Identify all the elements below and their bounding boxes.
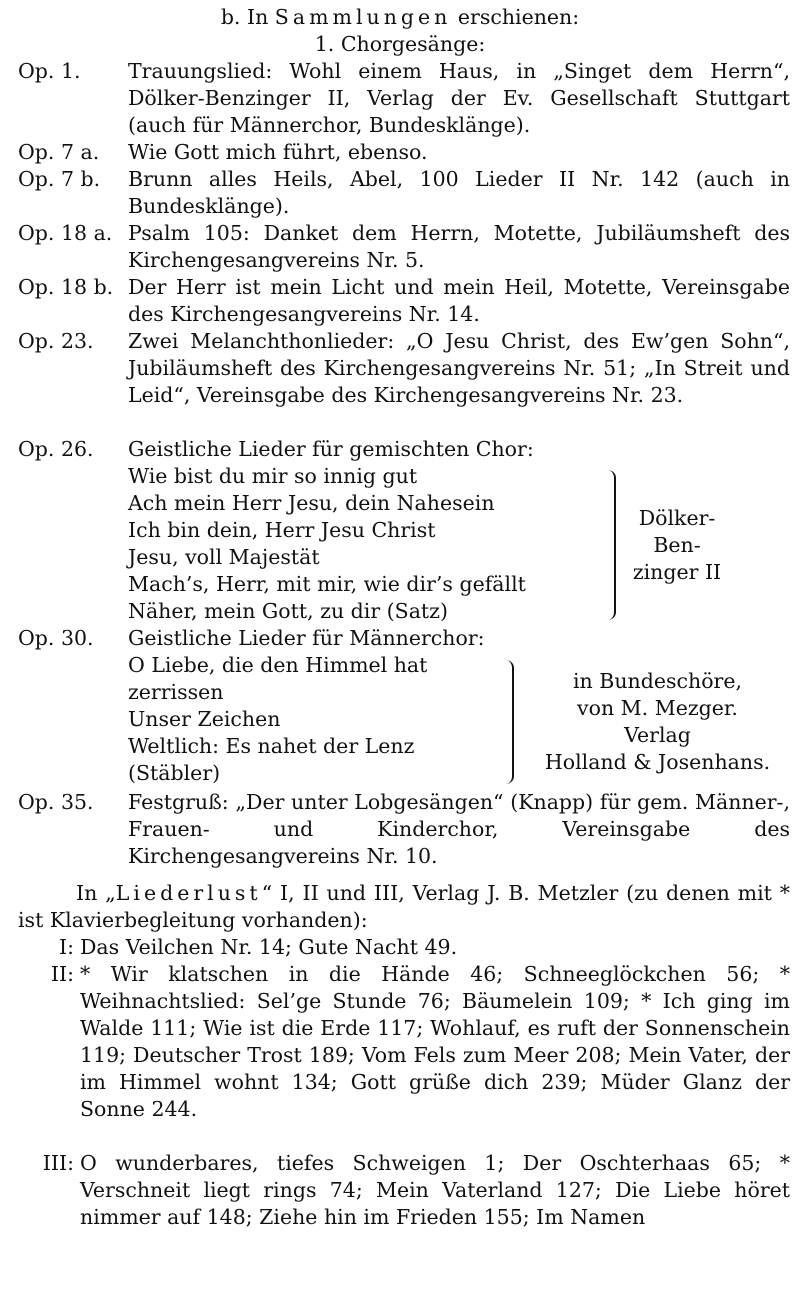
op-entry	[18, 139, 790, 166]
list-item: Mach’s, Herr, mit mir, wie dir’s gefällt	[128, 572, 526, 596]
op-number: Op. 7 b.	[18, 167, 101, 191]
op-number: Op. 18 b.	[18, 275, 114, 299]
op-number: Op. 7 a.	[18, 140, 100, 164]
op-number: Op. 30.	[18, 626, 94, 650]
op26-source-note: Dölker- Ben- zinger II	[632, 506, 722, 584]
op-text: Brunn alles Heils, Abel, 100 Lieder II Nr. 142 (auch in Bundesklänge).	[128, 167, 790, 218]
op-text: Festgruß: „Der unter Lobgesängen“ (Knapp) für gem. Männer-, Frauen- und Kinderchor, Vereinsgabe des Kirchengesangvereins Nr. 10.	[128, 790, 790, 868]
liederlust-title: Liederlust	[115, 881, 262, 905]
op-entry	[18, 58, 790, 139]
subsection-heading: 1. Chorgesänge:	[314, 32, 486, 56]
list-item: Jesu, voll Majestät	[128, 545, 320, 569]
op-number: Op. 26.	[18, 437, 94, 461]
op-number: Op. 35.	[18, 790, 94, 814]
op-entry	[18, 166, 790, 220]
op-title: Geistliche Lieder für Männerchor:	[128, 626, 485, 650]
volume-label: II:	[50, 962, 74, 986]
heading-spaced-word: Sammlungen	[274, 5, 452, 29]
op-entry-26	[18, 436, 790, 463]
op-text: Wie Gott mich führt, ebenso.	[128, 140, 428, 164]
list-item: Weltlich: Es nahet der Lenz	[128, 734, 415, 758]
op-number: Op. 18 a.	[18, 221, 113, 245]
op-entry-30	[18, 625, 790, 652]
list-item: Ach mein Herr Jesu, dein Nahesein	[128, 491, 495, 515]
volume-entry	[18, 1150, 790, 1231]
list-item: Unser Zeichen	[128, 707, 281, 731]
op-text: Psalm 105: Danket dem Herrn, Motette, Jubiläumsheft des Kirchengesangvereins Nr. 5.	[128, 221, 790, 272]
section-heading: b. In Sammlungen erschienen:	[220, 5, 580, 29]
list-item: Näher, mein Gott, zu dir (Satz)	[128, 599, 448, 623]
list-item: zerrissen	[128, 680, 224, 704]
op-entry	[18, 328, 790, 409]
list-item: O Liebe, die den Himmel hat	[128, 653, 428, 677]
op-text: Zwei Melanchthonlieder: „O Jesu Christ, des Ew’gen Sohn“, Jubiläumsheft des Kirchengesangvereins Nr. 51; „In Streit und Leid“, Vereinsgabe des Kirchengesangvereins Nr. 23.	[128, 329, 790, 407]
volume-text: * Wir klatschen in die Hände 46; Schneeglöckchen 56; * Weihnachtslied: Sel’ge Stunde 76; Bäumelein 109; * Ich ging im Walde 111; Wie ist die Erde 117; Wohlauf, es ruft der Sonnenschein 119; Deutscher Trost 189; Vom Fels zum Meer 208; Mein Vater, der im Himmel wohnt 134; Gott grüße dich 239; Müder Glanz der Sonne 244.	[80, 962, 790, 1121]
list-item: Wie bist du mir so innig gut	[128, 464, 418, 488]
op26-song-list	[128, 463, 526, 625]
volume-label: III:	[42, 1151, 74, 1175]
list-item: (Stäbler)	[128, 761, 221, 785]
op-number: Op. 1.	[18, 59, 81, 83]
volume-text: O wunderbares, tiefes Schweigen 1; Der Oschterhaas 65; * Verschneit liegt rings 74; Mein Vaterland 127; Die Liebe höret nimmer auf 148; Ziehe hin im Frieden 155; Im Namen	[80, 1151, 790, 1229]
op-text: Trauungslied: Wohl einem Haus, in „Singet dem Herrn“, Dölker-Benzinger II, Verlag der Ev. Gesellschaft Stuttgart (auch für Männerchor, Bundesklänge).	[128, 59, 790, 137]
volume-entry	[18, 961, 790, 1123]
op-title: Geistliche Lieder für gemischten Chor:	[128, 437, 534, 461]
op-entry	[18, 220, 790, 274]
op-text: Der Herr ist mein Licht und mein Heil, Motette, Vereinsgabe des Kirchengesangvereins Nr. 14.	[128, 275, 790, 326]
op-entry	[18, 274, 790, 328]
volume-label: I:	[58, 935, 74, 959]
list-item: Ich bin dein, Herr Jesu Christ	[128, 518, 436, 542]
op-number: Op. 23.	[18, 329, 94, 353]
op30-song-list	[128, 652, 427, 787]
volume-text: Das Veilchen Nr. 14; Gute Nacht 49.	[80, 935, 458, 959]
op30-source-note: in Bundeschöre, von M. Mezger. Verlag Holland & Josenhans.	[544, 669, 771, 774]
curly-brace	[502, 660, 514, 784]
liederlust-intro: In „Liederlust“ I, II und III, Verlag J. B. Metzler (zu denen mit * ist Klavierbegleitung vorhanden):	[18, 881, 790, 932]
op-entry-35	[18, 789, 790, 870]
volume-entry	[18, 934, 790, 961]
